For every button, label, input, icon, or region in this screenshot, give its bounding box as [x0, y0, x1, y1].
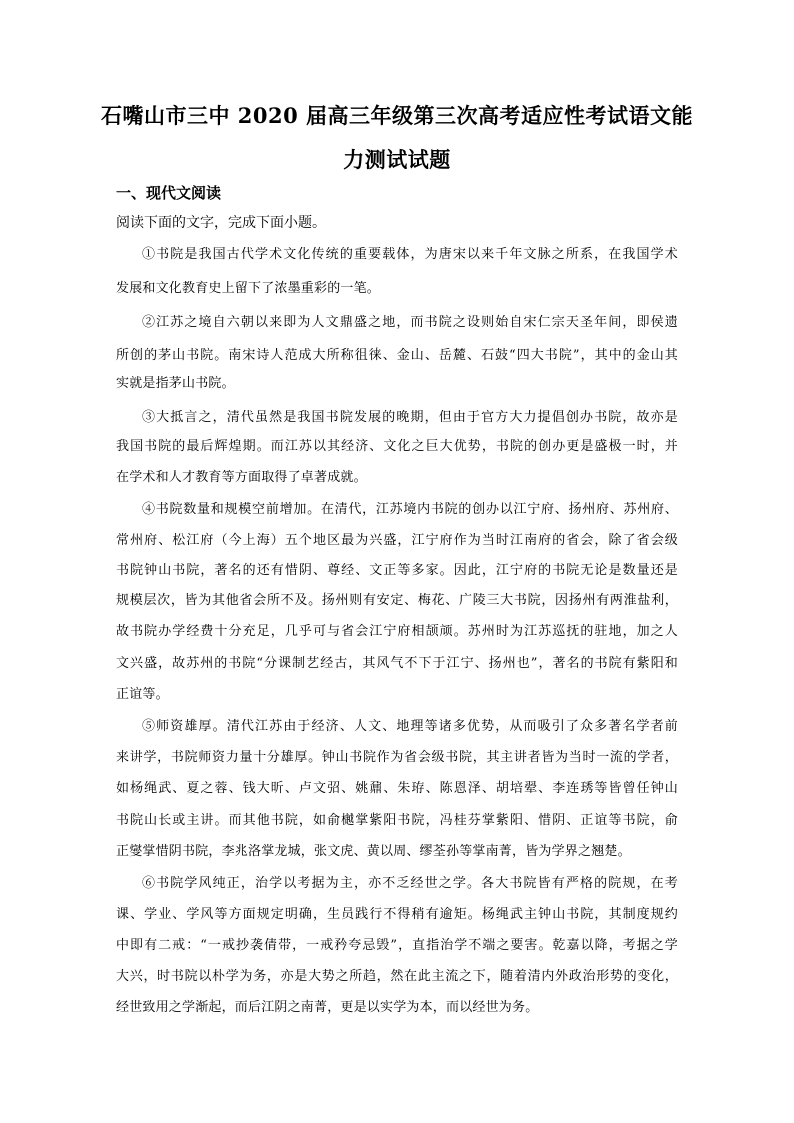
paragraph-5-line: 书院山长或主讲。而其他书院，如俞樾掌紫阳书院，冯桂芬掌紫阳、惜阴、正谊等书院，俞 — [116, 813, 678, 828]
paragraph-1-line: 发展和文化教育史上留下了浓墨重彩的一笔。 — [116, 281, 381, 296]
paragraph-3-line: ③大抵言之，清代虽然是我国书院发展的晚期，但由于官方大力提倡创办书院，故亦是 — [142, 410, 678, 425]
paragraph-5-line: 如杨绳武、夏之蓉、钱大昕、卢文弨、姚鼐、朱珔、陈恩泽、胡培翚、李连琇等皆曾任钟山 — [116, 781, 678, 796]
paragraph-5-line: 正燮掌惜阴书院，李兆洛掌龙城，张文虎、黄以周、缪荃孙等掌南菁，皆为学界之翘楚。 — [116, 844, 631, 859]
paragraph-5-line: 来讲学，书院师资力量十分雄厚。钟山书院作为省会级书院，其主讲者皆为当时一流的学者， — [116, 750, 678, 765]
paragraph-4-line: 正谊等。 — [116, 687, 169, 702]
document-title-line-2: 力测试试题 — [343, 147, 451, 172]
paragraph-4-line: 规模层次，皆为其他省会所不及。扬州则有安定、梅花、广陵三大书院，因扬州有两淮盐利， — [116, 593, 678, 608]
paragraph-3-line: 在学术和人才教育等方面取得了卓著成就。 — [116, 470, 367, 485]
paragraph-6-line: 中即有二戒：“一戒抄袭倩带，一戒矜夸忌毁”，直指治学不端之要害。乾嘉以降，考据之学 — [116, 938, 678, 953]
paragraph-5-line: ⑤师资雄厚。清代江苏由于经济、人文、地理等诸多优势，从而吸引了众多著名学者前 — [142, 719, 678, 734]
paragraph-6-line: 大兴，时书院以朴学为务，亦是大势之所趋，然在此主流之下，随着清内外政治形势的变化， — [116, 969, 678, 984]
reading-instruction: 阅读下面的文字，完成下面小题。 — [116, 215, 326, 231]
paragraph-4-line: 书院钟山书院，著名的还有惜阴、尊经、文正等多家。因此，江宁府的书院无论是数量还是 — [116, 563, 678, 578]
paragraph-4-line: ④书院数量和规模空前增加。在清代，江苏境内书院的创办以江宁府、扬州府、苏州府、 — [142, 502, 678, 517]
paragraph-6-line: ⑥书院学风纯正，治学以考据为主，亦不乏经世之学。各大书院皆有严格的院规，在考 — [142, 876, 678, 891]
paragraph-3-line: 我国书院的最后辉煌期。而江苏以其经济、文化之巨大优势，书院的创办更是盛极一时，并 — [116, 439, 678, 454]
paragraph-2-line: 实就是指茅山书院。 — [116, 376, 235, 391]
paragraph-4-line: 文兴盛，故苏州的书院“分课制艺经古，其风气不下于江宁、扬州也”，著名的书院有紫阳和 — [116, 656, 678, 671]
paragraph-2-line: 所创的茅山书院。南宋诗人范成大所称徂徕、金山、岳麓、石鼓“四大书院”，其中的金山其 — [116, 348, 678, 363]
paragraph-1-line: ①书院是我国古代学术文化传统的重要载体，为唐宋以来千年文脉之所系，在我国学术 — [142, 247, 678, 262]
paragraph-6-line: 经世致用之学渐起，而后江阴之南菁，更是以实学为本，而以经世为务。 — [116, 1000, 539, 1015]
paragraph-4-line: 故书院办学经费十分充足，几乎可与省会江宁府相颉颃。苏州时为江苏巡抚的驻地，加之人 — [116, 624, 678, 639]
section-heading: 一、现代文阅读 — [116, 184, 222, 202]
document-title-line-1: 石嘴山市三中 2020 届高三年级第三次高考适应性考试语文能 — [100, 103, 694, 128]
paragraph-6-line: 课、学业、学风等方面规定明确，生员践行不得稍有逾矩。杨绳武主钟山书院，其制度规约 — [116, 907, 678, 922]
paragraph-4-line: 常州府、松江府（今上海）五个地区最为兴盛，江宁府作为当时江南府的省会，除了省会级 — [116, 533, 678, 548]
paragraph-2-line: ②江苏之境自六朝以来即为人文鼎盛之地，而书院之设则始自宋仁宗天圣年间，即侯遗 — [142, 315, 678, 330]
